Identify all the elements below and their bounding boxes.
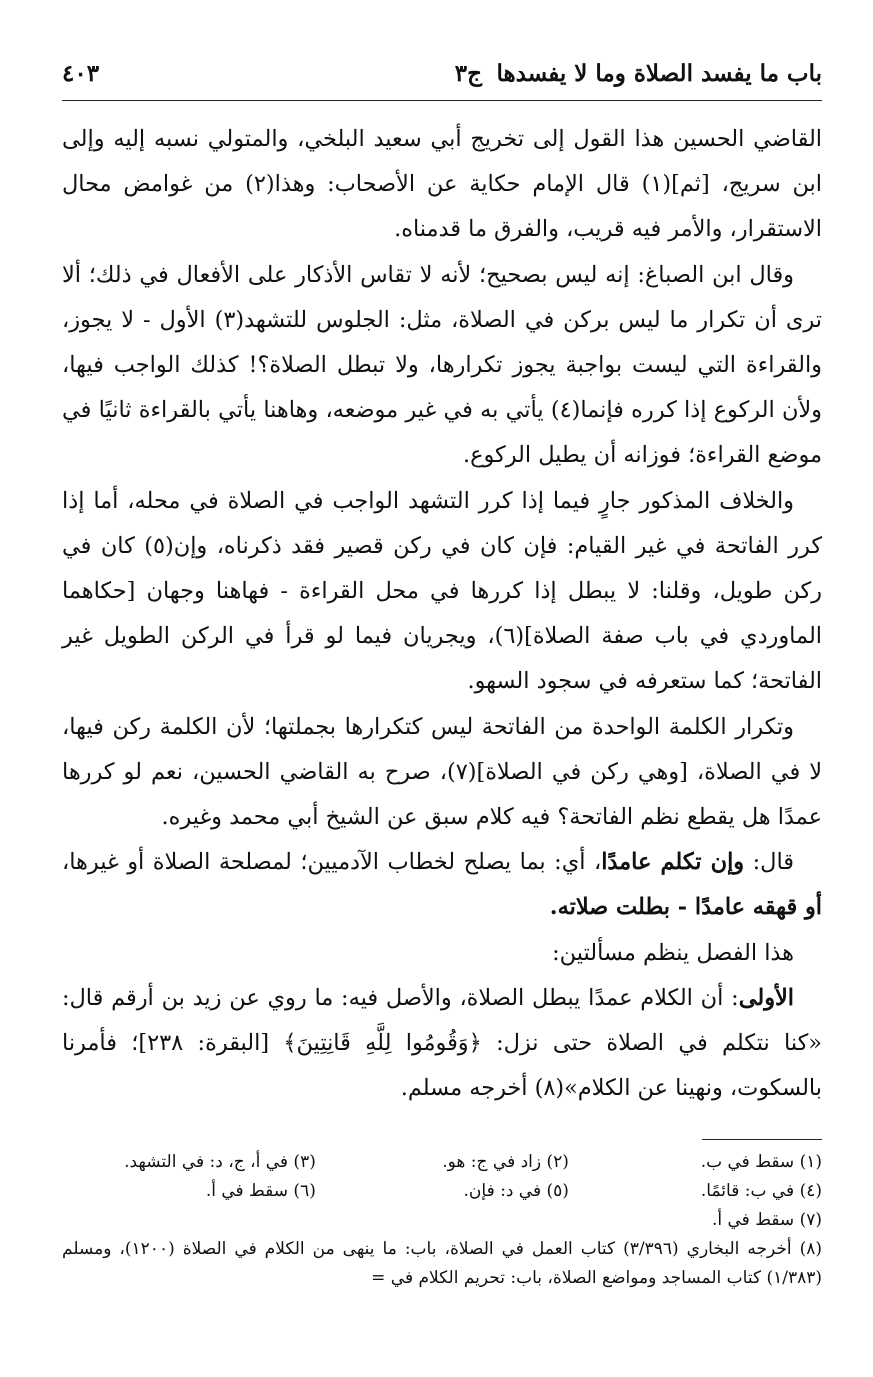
footnotes [62,1148,822,1293]
matn-bold-text: وإن تكلم عامدًا [601,849,745,876]
paragraph-text: : أن الكلام عمدًا يبطل الصلاة، والأصل فيه: ما روي عن زيد بن أرقم قال: «كنا نتكلم في الصلاة حتى نزل: ﴿وَقُومُوا لِلَّهِ قَانِتِينَ﴾ [البقرة: ٢٣٨]؛ فأمرنا بالسكوت، ونهينا عن الكلام»(٨) أخرجه مسلم. [62,984,822,1102]
paragraph: وتكرار الكلمة الواحدة من الفاتحة ليس كتكرارها بجملتها؛ لأن الكلمة ركن فيها، لا في الصلاة، [وهي ركن في الصلاة](٧)، صرح به القاضي الحسين، نعم لو كررها عمدًا هل يقطع نظم الفاتحة؟ فيه كلام سبق عن الشيخ أبي محمد وغيره. [62,713,822,831]
footnote-row [62,1148,822,1177]
footnote: (١) سقط في ب. [700,1152,822,1173]
footnote: (٨) أخرجه البخاري (٣/٣٩٦) كتاب العمل في الصلاة، باب: ما ينهى من الكلام في الصلاة (١٢٠٠)، ومسلم (١/٣٨٣) كتاب المساجد ومواضع الصلاة، باب: تحريم الكلام في = [62,1239,822,1289]
matn-text: ، أي: بما يصلح لخطاب الآدميين؛ لمصلحة الصلاة أو غيرها، [62,849,602,876]
issue-heading: الأولى [738,984,794,1011]
main-text [62,117,822,1111]
paragraph: هذا الفصل ينظم مسألتين: [552,939,794,966]
footnote-row [62,1177,822,1206]
footnote-rule [702,1139,822,1140]
paragraph: القاضي الحسين هذا القول إلى تخريج أبي سعيد البلخي، والمتولي نسبه إليه وإلى ابن سريج، [ثم](١) قال الإمام حكاية عن الأصحاب: وهذا(٢) من غوامض محال الاستقرار، والأمر فيه قريب، والفرق ما قدمناه. [62,126,822,243]
paragraph [62,976,822,1112]
matn-paragraph [62,840,822,930]
paragraph: والخلاف المذكور جارٍ فيما إذا كرر التشهد الواجب في الصلاة في محله، أما إذا كرر الفاتحة في غير القيام: فإن كان في ركن قصير فقد ذكرناه، وإن(٥) كان في ركن طويل، وقلنا: لا يبطل إذا كررها في محل القراءة - فهاهنا وجهان [حكاهما الماوردي في باب صفة الصلاة](٦)، ويجريان فيما لو قرأ في الركن الطويل غير الفاتحة؛ كما ستعرفه في سجود السهو. [62,487,822,695]
chapter-title: باب ما يفسد الصلاة وما لا يفسدها [496,60,822,87]
matn-bold-text: أو قهقه عامدًا - بطلت صلاته. [549,894,822,921]
paragraph: وقال ابن الصباغ: إنه ليس بصحيح؛ لأنه لا تقاس الأذكار على الأفعال في ذلك؛ ألا ترى أن تكرار ما ليس بركن في الصلاة، مثل: الجلوس للتشهد(٣) الأول - لا يجوز، والقراءة التي ليست بواجبة يجوز تكرارها، ولا تبطل الصلاة؟! كذلك الواجب فيها، ولأن الركوع إذا كرره فإنما(٤) يأتي به في غير موضعه، وهاهنا يأتي بالقراءة ثانيًا في موضع القراءة؛ فوزانه أن يطيل الركوع. [62,261,822,469]
page-number: ٤٠٣ [62,60,100,87]
matn-lead: قال: [744,849,794,876]
header-rule [62,100,822,101]
volume-label: ج٣ [454,60,482,87]
book-page [62,58,822,1348]
footnote: (٧) سقط في أ. [711,1210,822,1231]
footnote: (٤) في ب: قائمًا. [700,1181,822,1202]
running-header [62,58,822,98]
footnote: (٢) زاد في ج: هو. [442,1152,569,1173]
footnote: (٣) في أ، ج، د: في التشهد. [124,1152,316,1173]
footnote: (٦) سقط في أ. [205,1181,316,1202]
footnote: (٥) في د: فإن. [463,1181,569,1202]
